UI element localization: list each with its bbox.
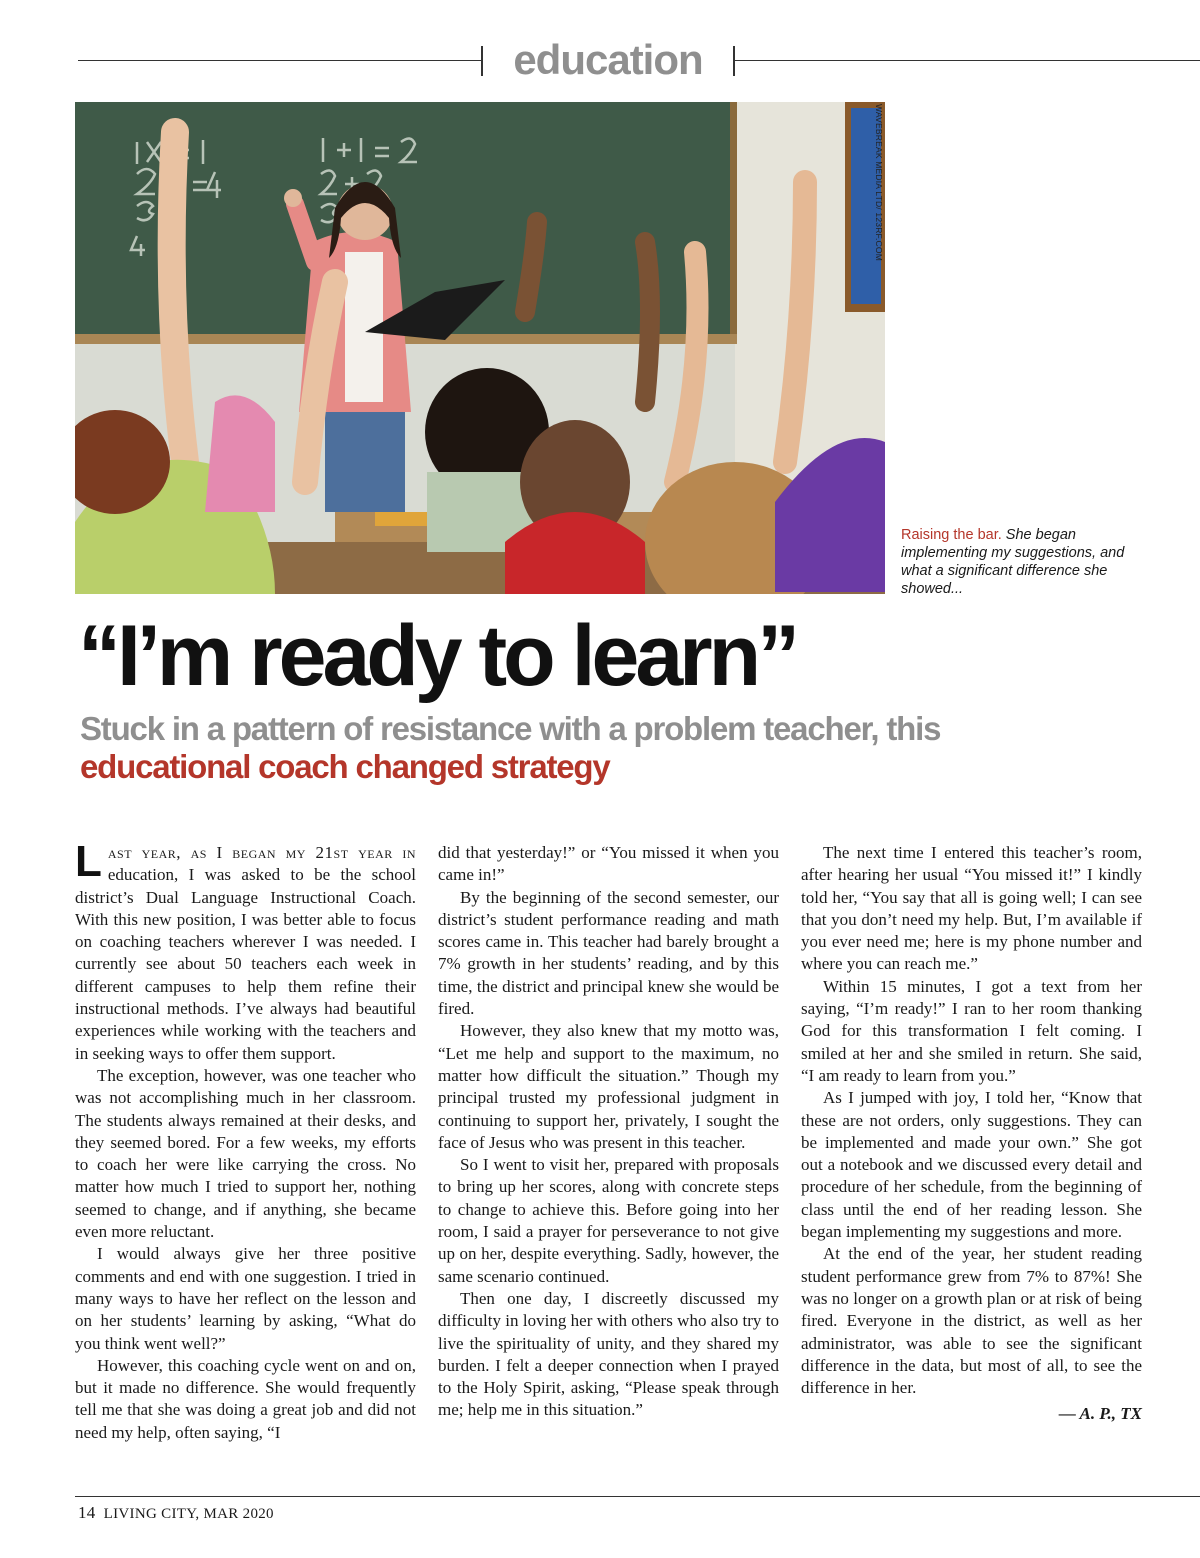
author-signature: — A. P., TX (1058, 1404, 1142, 1424)
article-paragraph: The next time I entered this teacher’s room, after hearing her usual “You missed it!” I kindly told her, “You say that all is going well; I can see that you don’t need my help. But, I’m available if you ever need me; here is my phone number and where you can reach me.” (801, 843, 1142, 974)
section-label: education (513, 36, 703, 83)
article-paragraph: The exception, however, was one teacher who was not accomplishing much in her classroom. The students always remained at their desks, and they seemed bored. For a few weeks, my efforts to coach her were like carrying the cross. No matter how much I tried to support her, nothing seemed to change, and if anything, she became even more reluctant. (75, 1065, 416, 1242)
article-paragraph: Then one day, I discreetly discussed my difficulty in loving her with others who also try to live the spirituality of unity, and they shared my burden. I felt a deeper connection when I prayed to the Holy Spirit, asking, “Please speak through me; help me in this situation.” (438, 1288, 779, 1420)
article-paragraph: I would always give her three positive comments and end with one suggestion. I tried in many ways to have her reflect on the lesson and on her students’ learning by asking, “What do you think went well?” (75, 1244, 416, 1353)
headline: “I’m ready to learn” (78, 608, 797, 704)
publication-line: LIVING CITY, MAR 2020 (103, 1506, 274, 1522)
footer-rule (75, 1496, 1200, 1497)
article-paragraph: However, this coaching cycle went on and on, but it made no difference. She would frequently tell me that she was doing a great job and did not need my help, often saying, “I (75, 1355, 416, 1442)
folio (78, 1503, 274, 1523)
caption-body: She began implementing my suggestions, and what a significant difference she showed... (901, 527, 1125, 597)
deck-accent: educational coach changed strategy (80, 748, 610, 785)
classroom-photo (75, 102, 885, 594)
lead-in: ast year, as I began my 21st year in (107, 843, 416, 862)
photo-credit: WAVEBREAK MEDIA LTD/ 123RF.COM (874, 104, 884, 261)
header-rule-left (78, 60, 483, 61)
page-number: 14 (78, 1503, 96, 1522)
photo-caption (901, 526, 1141, 598)
article-paragraph: So I went to visit her, prepared with proposals to bring up her scores, along with concrete steps to change to achieve this. Before going into her room, I said a prayer for perseverance to not give up on her, despite everything. Sadly, however, the same scenario continued. (438, 1155, 779, 1286)
article-paragraph: As I jumped with joy, I told her, “Know that these are not orders, only suggestions. They can be implemented and made your own.” She got out a notebook and we discussed every detail and procedure of her schedule, from the beginning of class until the end of her reading lesson. She began implementing my suggestions and more. (801, 1088, 1142, 1242)
drop-cap: L (75, 837, 102, 886)
classroom-illustration (75, 102, 885, 594)
article-column-1 (75, 837, 416, 1444)
header-rule-right (735, 60, 1200, 61)
deck-text: Stuck in a pattern of resistance with a problem teacher, this (80, 710, 941, 747)
article-column-3 (801, 842, 1142, 1426)
article-paragraph: However, they also knew that my motto was, “Let me help and support to the maximum, no matter how difficult the situation.” Though my principal trusted my professional judgment in continuing to support her, privately, I sought the face of Jesus who was present in this teacher. (438, 1021, 779, 1152)
article-paragraph: Within 15 minutes, I got a text from her saying, “I’m ready!” I ran to her room thanking God for this transformation I felt coming. I smiled at her and she smiled in return. She said, “I am ready to learn from you.” (801, 976, 1142, 1085)
article-paragraph (75, 837, 416, 1065)
paragraph-text: education, I was asked to be the school district’s Dual Language Instructional Coach. With this new position, I was better able to focus on coaching teachers wherever I was needed. I currently see about 50 teachers each week in different campuses to help them refine their instructional methods. I’ve always had beautiful experiences while working with the teachers and in seeking ways to offer them support. (75, 865, 416, 1063)
article-paragraph: did that yesterday!” or “You missed it when you came in!” (438, 843, 779, 885)
section-header (0, 28, 1200, 88)
article-column-2 (438, 842, 779, 1422)
article-paragraph: By the beginning of the second semester, our district’s student performance reading and math scores came in. This teacher had barely brought a 7% growth in her students’ reading, and by this time, the district and principal knew she would be fired. (438, 887, 779, 1019)
article-paragraph: At the end of the year, her student reading student performance grew from 7% to 87%! She was no longer on a growth plan or at risk of being fired. Everyone in the district, as well as her administrator, was able to see the significant difference in the data, but most of all, to see the difference in her. (801, 1244, 1142, 1398)
caption-lead: Raising the bar. (901, 527, 1002, 543)
header-tick-right (733, 46, 735, 76)
deck (80, 710, 980, 786)
